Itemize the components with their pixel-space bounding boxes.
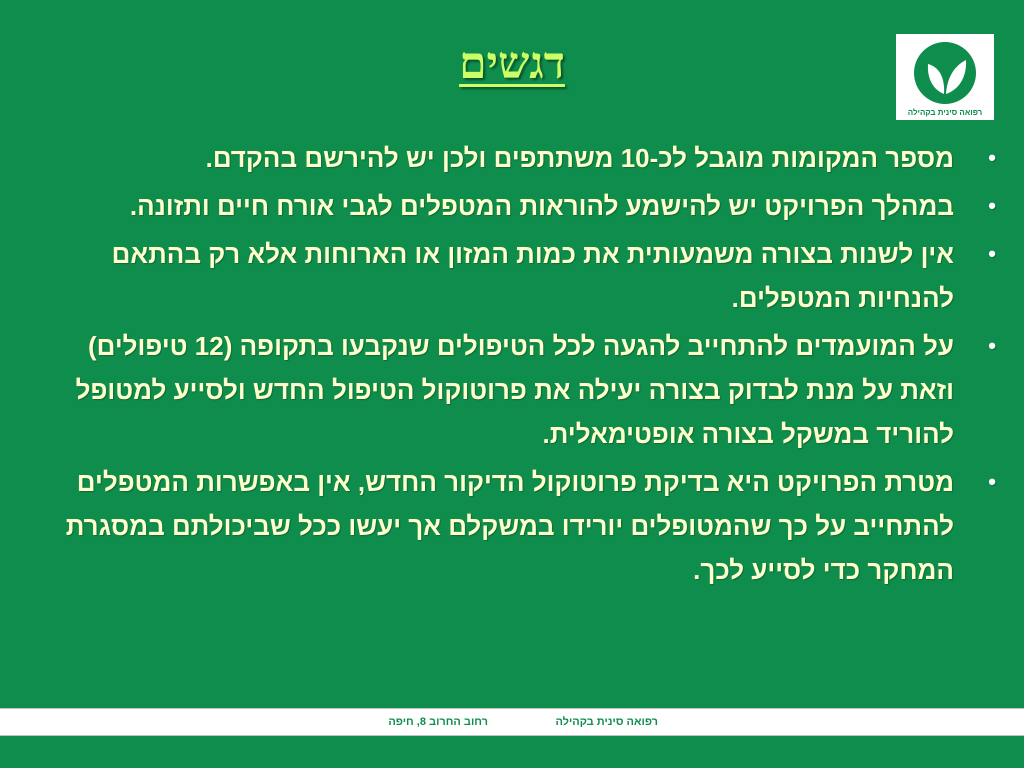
footer-org-name: רפואה סינית בקהילה [555, 716, 658, 728]
logo-caption: רפואה סינית בקהילה [907, 108, 983, 117]
bullet-list [56, 136, 976, 596]
slide-title-text: דגשים [459, 38, 565, 89]
slide-title [0, 38, 1024, 89]
bullet-item: • אין לשנות בצורה משמעותית את כמות המזון או הארוחות אלא רק בהתאם להנחיות המטפלים. [56, 232, 976, 320]
bullet-item: • מספר המקומות מוגבל לכ-10 משתתפים ולכן יש להירשם בהקדם. [56, 136, 976, 180]
logo [896, 34, 994, 120]
bullet-item: • מטרת הפרויקט היא בדיקת פרוטוקול הדיקור החדש, אין באפשרות המטפלים להתחייב על כך שהמטופלים יורידו במשקלם אך יעשו ככל שביכולתם במסגרת המחקר כדי לסייע לכך. [56, 460, 976, 592]
bullet-item: • במהלך הפרויקט יש להישמע להוראות המטפלים לגבי אורח חיים ותזונה. [56, 184, 976, 228]
bullet-item: • על המועמדים להתחייב להגעה לכל הטיפולים שנקבעו בתקופה (12 טיפולים) וזאת על מנת לבדוק בצורה יעילה את פרוטוקול הטיפול החדש ולסייע למטופל להוריד במשקל בצורה אופטימאלית. [56, 324, 976, 456]
footer-address: רחוב החרוב 8, חיפה [388, 716, 488, 728]
footer-bar [0, 708, 1024, 736]
leaf-sprout-icon [912, 40, 978, 106]
